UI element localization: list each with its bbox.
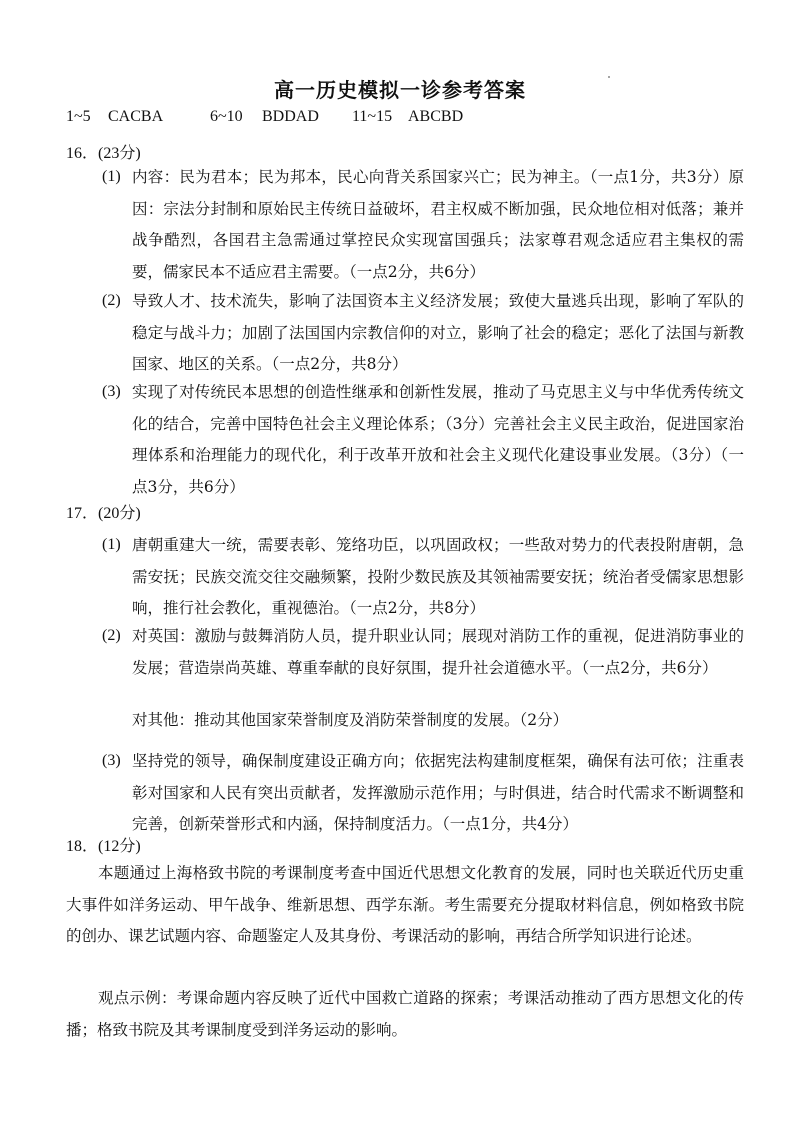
mc-answers-2: BDDAD: [262, 108, 319, 125]
mc-range-3: 11~15: [352, 108, 393, 125]
q16-heading: 16．(23分): [66, 145, 141, 162]
q16-3-number: (3): [102, 383, 121, 400]
mc-answers-1: CACBA: [108, 108, 164, 125]
q17-2-number: (2): [102, 627, 121, 644]
q17-3-text: 坚持党的领导，确保制度建设正确方向；依据宪法构建制度框架，确保有法可依；注重表彰对国家和人民有突出贡献者，发挥激励示范作用；与时俱进，结合时代需求不断调整和完善，创新荣誉形式和内涵，保持制度活力。（一点1分，共4分）: [132, 752, 744, 833]
q18-example-viewpoints: 观点示例：考课命题内容反映了近代中国救亡道路的探索；考课活动推动了西方思想文化的传播；格致书院及其考课制度受到洋务运动的影响。: [66, 989, 744, 1039]
mc-range-2: 6~10: [210, 108, 243, 125]
mc-range-1: 1~5: [66, 108, 91, 125]
page-title: 高一历史模拟一诊参考答案: [274, 78, 526, 102]
q16-3-text: 实现了对传统民本思想的创造性继承和创新性发展，推动了马克思主义与中华优秀传统文化的结合，完善中国特色社会主义理论体系；（3分）完善社会主义民主政治，促进国家治理体系和治理能力的现代化，利于改革开放和社会主义现代化建设事业发展。（3分）（一点3分，共6分）: [132, 383, 744, 496]
q16-2-number: (2): [102, 292, 121, 309]
q18-heading: 18．(12分): [66, 838, 141, 855]
q18-description: 本题通过上海格致书院的考课制度考查中国近代思想文化教育的发展，同时也关联近代历史重大事件如洋务运动、甲午战争、维新思想、西学东渐。考生需要充分提取材料信息，例如格致书院的创办、课艺试题内容、命题鉴定人及其身份、考课活动的影响，再结合所学知识进行论述。: [66, 864, 744, 945]
q17-1-number: (1): [102, 536, 121, 553]
q16-2-text: 导致人才、技术流失，影响了法国资本主义经济发展；致使大量逃兵出现，影响了军队的稳定与战斗力；加剧了法国国内宗教信仰的对立，影响了社会的稳定；恶化了法国与新教国家、地区的关系。（一点2分，共8分）: [132, 292, 744, 373]
q16-1-number: (1): [102, 168, 121, 185]
mc-answers-3: ABCBD: [408, 108, 464, 125]
q17-2-extra-text: 对其他：推动其他国家荣誉制度及消防荣誉制度的发展。（2分）: [132, 711, 569, 729]
q17-3-number: (3): [102, 752, 121, 769]
q17-1-text: 唐朝重建大一统，需要表彰、笼络功臣，以巩固政权；一些敌对势力的代表投附唐朝，急需安抚；民族交流交往交融频繁，投附少数民族及其领袖需要安抚；统治者受儒家思想影响，推行社会教化，重视德治。（一点2分，共8分）: [132, 536, 744, 617]
q17-2-text: 对英国：激励与鼓舞消防人员，提升职业认同；展现对消防工作的重视，促进消防事业的发展；营造崇尚英雄、尊重奉献的良好氛围，提升社会道德水平。（一点2分，共6分）: [132, 627, 744, 677]
q17-heading: 17．(20分): [66, 505, 141, 522]
q16-1-text: 内容：民为君本；民为邦本，民心向背关系国家兴亡；民为神主。（一点1分，共3分）原因：宗法分封制和原始民主传统日益破坏，君主权威不断加强，民众地位相对低落；兼并战争酷烈，各国君主急需通过掌控民众实现富国强兵；法家尊君观念适应君主集权的需要，儒家民本不适应君主需要。（一点2分，共6分）: [132, 168, 744, 281]
